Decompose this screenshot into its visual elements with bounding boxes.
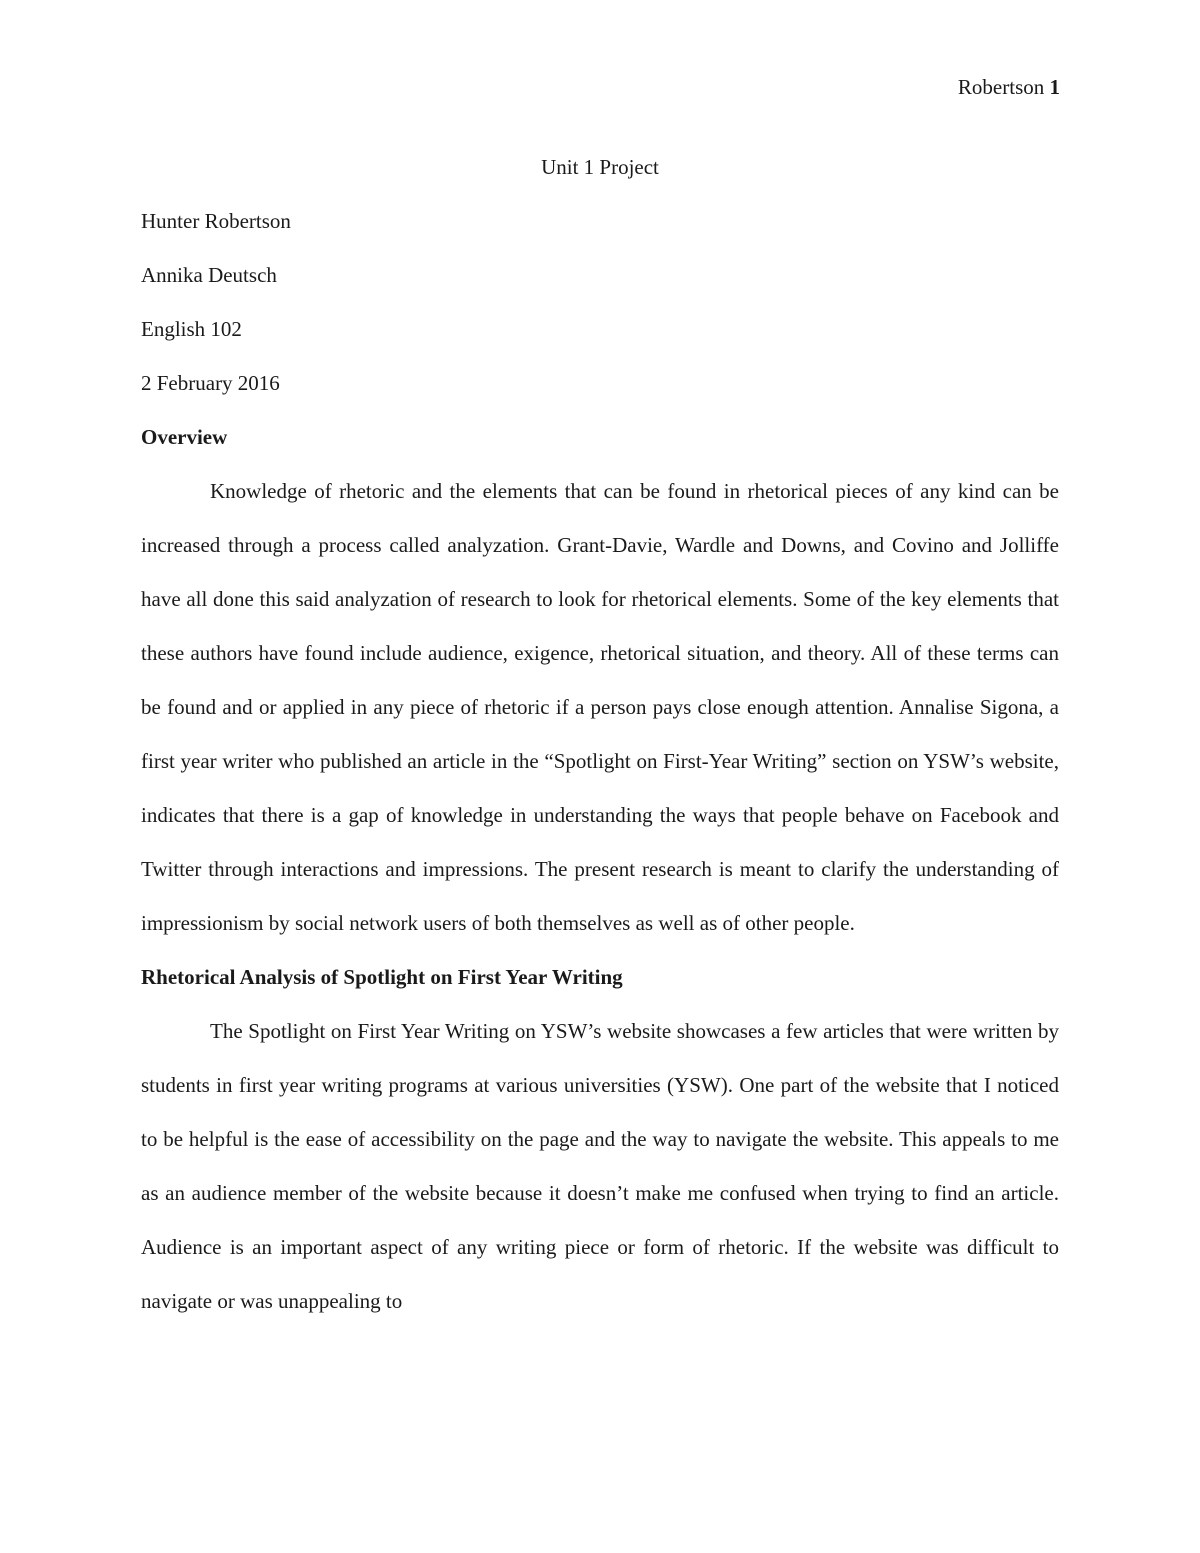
section-heading-overview: Overview — [141, 425, 228, 449]
document-date: 2 February 2016 — [141, 371, 280, 395]
overview-paragraph: Knowledge of rhetoric and the elements that can be found in rhetorical pieces of any kind can be increased through a process called analyzation. Grant-Davie, Wardle and Downs, and Covino and Jolliffe have all done this said analyzation of research to look for rhetorical elements. Some of the key elements that these authors have found include audience, exigence, rhetorical situation, and theory. All of these terms can be found and or applied in any piece of rhetoric if a person pays close enough attention. Annalise Sigona, a first year writer who published an article in the “Spotlight on First-Year Writing” section on YSW’s website, indicates that there is a gap of knowledge in understanding the ways that people behave on Facebook and Twitter through interactions and impressions. The present research is meant to clarify the understanding of impressionism by social network users of both themselves as well as of other people. — [141, 479, 1059, 935]
header-surname: Robertson — [957, 75, 1045, 99]
header-page-number: 1 — [1049, 75, 1060, 99]
student-name: Hunter Robertson — [141, 209, 291, 233]
section-heading-rhetorical-analysis: Rhetorical Analysis of Spotlight on First Year Writing — [141, 965, 623, 989]
running-header — [958, 72, 1060, 102]
rhetorical-analysis-paragraph: The Spotlight on First Year Writing on YSW’s website showcases a few articles that were written by students in first year writing programs at various universities (YSW). One part of the website that I noticed to be helpful is the ease of accessibility on the page and the way to navigate the website. This appeals to me as an audience member of the website because it doesn’t make me confused when trying to find an article. Audience is an important aspect of any writing piece or form of rhetoric. If the website was difficult to navigate or was unappealing to — [141, 1019, 1059, 1313]
section-rhetorical-analysis-body — [141, 1004, 1059, 1328]
course-name: English 102 — [141, 317, 242, 341]
document-body — [141, 140, 1059, 1328]
document-title: Unit 1 Project — [541, 155, 659, 179]
instructor-name: Annika Deutsch — [141, 263, 277, 287]
section-overview-body — [141, 464, 1059, 950]
